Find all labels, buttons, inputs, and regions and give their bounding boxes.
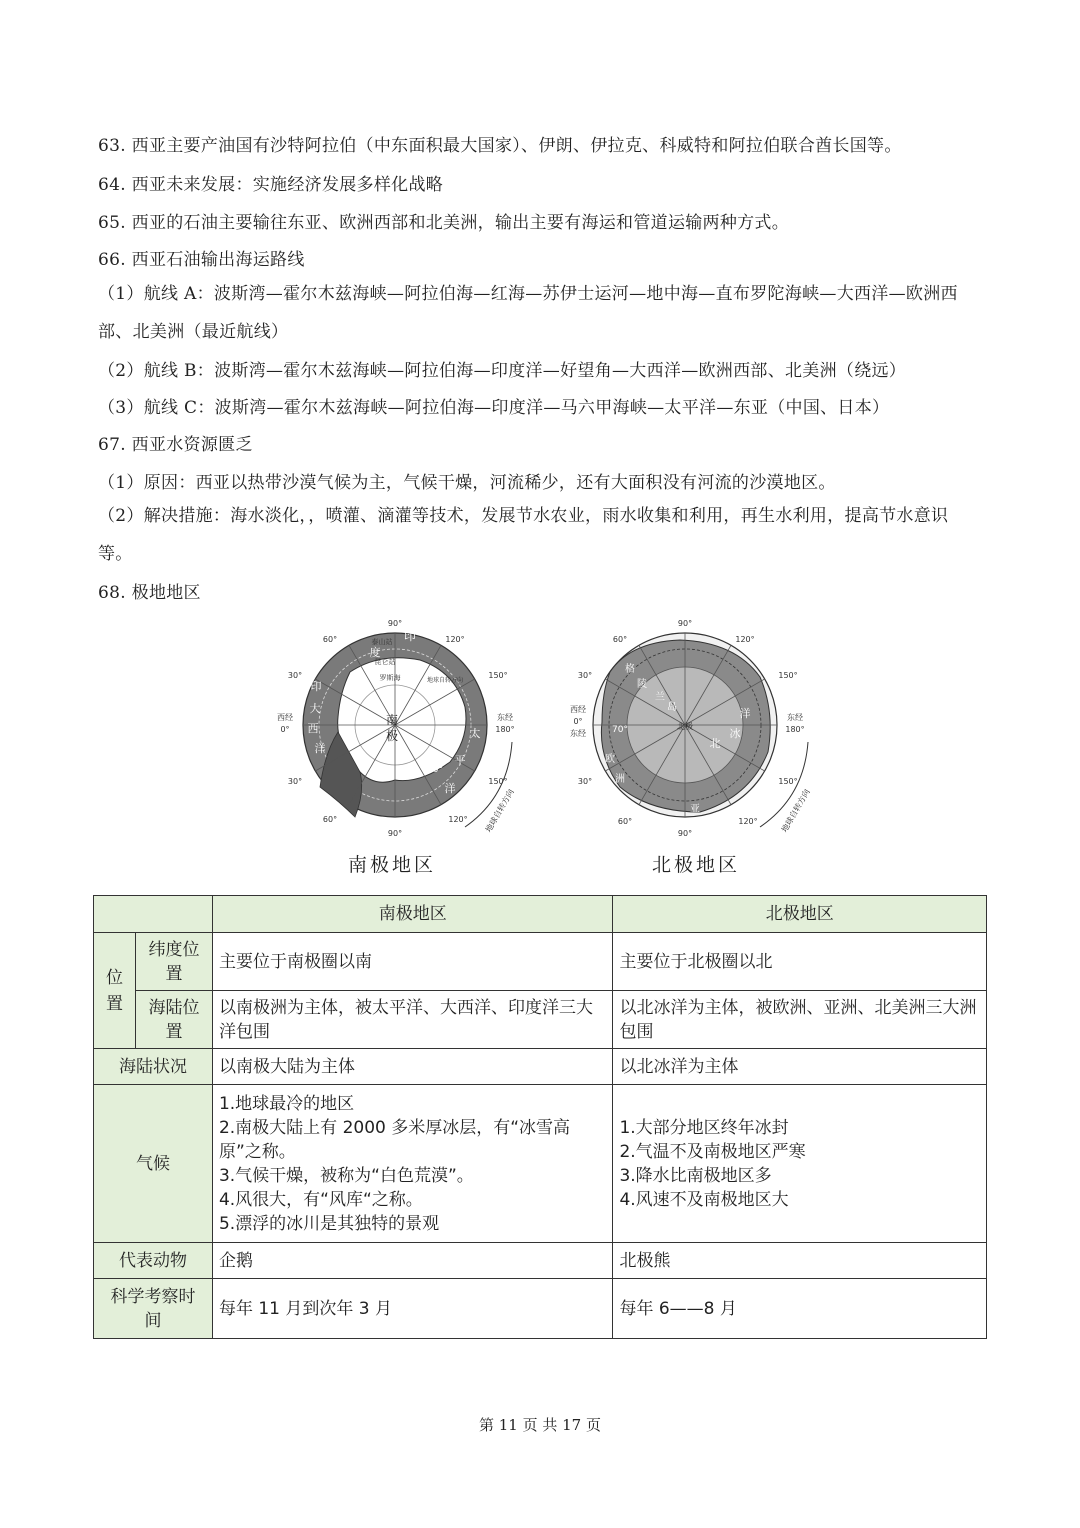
north-map-caption: 北极地区 [652, 854, 741, 876]
asia-char: 亚 [690, 804, 700, 815]
deg-label: 120° [448, 815, 468, 824]
climate-south-4: 4.风很大，有“风库“之称。 [218, 1189, 423, 1210]
item-66: 66. 西亚石油输出海运路线 [98, 250, 305, 270]
route-c: （3）航线 C：波斯湾—霍尔木兹海峡—阿拉伯海—印度洋—马六甲海峡—太平洋—东亚（中国、日本） [98, 398, 890, 418]
south-pole-char-1: 南 [385, 713, 399, 727]
deg-label: 0° [280, 725, 290, 734]
ocean-char: 太 [469, 727, 481, 740]
ocean-char: 大 [309, 702, 321, 715]
ocean-char: 北 [709, 737, 721, 750]
greenland-char: 陵 [637, 679, 647, 690]
expedition-time-north: 每年 6——8 月 [613, 1279, 987, 1339]
south-map-caption: 南极地区 [348, 854, 437, 876]
climate-north-2: 2.气温不及南极地区严寒 [619, 1141, 806, 1162]
page-footer: 第 11 页 共 17 页 [478, 1416, 601, 1434]
polar-maps [277, 612, 840, 882]
deg-label: 180° [495, 725, 515, 734]
land-sea-status-north: 以北冰洋为主体 [613, 1049, 987, 1085]
deg-label: 150° [488, 777, 508, 786]
deg-label: 120° [738, 817, 758, 826]
header-empty-cell [94, 896, 213, 933]
water-cause: （1）原因：西亚以热带沙漠气候为主，气候干燥，河流稀少，还有大面积没有河流的沙漠地区。 [98, 473, 836, 493]
europe-char: 洲 [615, 774, 625, 785]
ross-sea-label: 地球自转方向 [426, 677, 464, 684]
south-polar-map [277, 619, 516, 838]
taishan-station-label: 昆仑站 [374, 658, 396, 666]
expedition-time-south: 每年 11 月到次年 3 月 [212, 1279, 613, 1339]
deg-label: 30° [577, 671, 593, 680]
europe-char: 欧 [605, 754, 615, 765]
position-header [94, 933, 136, 1049]
deg-label: 30° [577, 777, 593, 786]
south-pole-char-2: 极 [385, 729, 399, 743]
deg-label: 150° [778, 671, 798, 680]
ocean-char: 洋 [444, 782, 456, 795]
rotation-label: 地球自转方向 [779, 787, 812, 834]
latitude-north: 主要位于北极圈以北 [613, 933, 987, 991]
land-sea-status-header: 海陆状况 [94, 1049, 213, 1085]
deg-label: 0° [573, 717, 583, 726]
item-65: 65. 西亚的石油主要输往东亚、欧洲西部和北美洲，输出主要有海运和管道运输两种方式。 [98, 213, 790, 233]
deg-label: 120° [445, 635, 465, 644]
deg-label: 30° [287, 671, 303, 680]
climate-north-3: 3.降水比南极地区多 [619, 1165, 772, 1186]
greenland-char: 格 [625, 664, 635, 675]
expedition-time-label: 科学考察时间 [110, 1286, 196, 1331]
expedition-time-header [94, 1279, 213, 1339]
climate-south-3: 3.气候干燥，被称为“白色荒漠”。 [218, 1165, 474, 1186]
south-70-label: 70° [427, 765, 443, 775]
latitude-header: 纬度位置 [135, 933, 212, 991]
polar-comparison-table [93, 895, 987, 1339]
sea-land-north: 以北冰洋为主体，被欧洲、亚洲、北美洲三大洲包围 [613, 991, 987, 1049]
deg-label: 120° [735, 635, 755, 644]
climate-north-1: 1.大部分地区终年冰封 [619, 1117, 789, 1138]
deg-label: 90° [677, 829, 693, 838]
ocean-char: 洋 [739, 707, 751, 720]
header-north: 北极地区 [613, 896, 987, 933]
animal-south: 企鹅 [212, 1243, 613, 1279]
deg-label: 90° [677, 619, 693, 628]
deg-label: 150° [488, 671, 508, 680]
climate-south [212, 1085, 613, 1243]
position-label: 位置 [105, 967, 123, 1014]
ocean-char: 印 [310, 680, 322, 693]
climate-north [613, 1085, 987, 1243]
deg-label: 西经 [570, 705, 586, 714]
north-70-label: 70° [612, 725, 628, 735]
ocean-char: 度 [369, 646, 381, 659]
deg-label: 90° [387, 829, 403, 838]
climate-header: 气候 [94, 1085, 213, 1243]
deg-label: 东经 [497, 713, 513, 722]
deg-label: 西经 [277, 713, 293, 722]
animal-north: 北极熊 [613, 1243, 987, 1279]
greenland-char: 兰 [655, 692, 665, 703]
water-measures: （2）解决措施：海水淡化，，喷灌、滴灌等技术，发展节水农业，雨水收集和利用，再生水利用，提高节水意识等。 [98, 506, 949, 564]
route-a: （1）航线 A：波斯湾—霍尔木兹海峡—阿拉伯海—红海—苏伊士运河—地中海—直布罗陀海峡—大西洋—欧洲西部、北美洲（最近航线） [98, 284, 958, 342]
deg-label: 60° [617, 817, 633, 826]
greenland-char: 岛 [667, 702, 677, 713]
zhongshan-station-label: 泰山站 [371, 638, 393, 646]
latitude-south: 主要位于南极圈以南 [212, 933, 613, 991]
deg-label: 90° [387, 619, 403, 628]
sea-land-header: 海陆位置 [135, 991, 212, 1049]
item-67: 67. 西亚水资源匮乏 [98, 435, 253, 455]
animal-header: 代表动物 [94, 1243, 213, 1279]
deg-label: 180° [785, 725, 805, 734]
ocean-char: 洋 [314, 742, 326, 755]
climate-south-5: 5.漂浮的冰川是其独特的景观 [218, 1213, 440, 1234]
header-south: 南极地区 [212, 896, 613, 933]
kunlun-station-label: 罗斯海 [379, 674, 401, 682]
deg-label: 东经 [570, 729, 586, 738]
route-b: （2）航线 B：波斯湾—霍尔木兹海峡—阿拉伯海—印度洋—好望角—大西洋—欧洲西部、北美洲（绕远） [98, 361, 907, 381]
land-sea-status-south: 以南极大陆为主体 [212, 1049, 613, 1085]
deg-label: 60° [322, 635, 338, 644]
item-68: 68. 极地地区 [98, 583, 201, 603]
climate-north-4: 4.风速不及南极地区大 [619, 1189, 789, 1210]
deg-label: 东经 [787, 713, 803, 722]
north-pole-label: 北极 [677, 722, 693, 731]
north-polar-map [570, 619, 812, 838]
sea-land-south: 以南极洲为主体，被太平洋、大西洋、印度洋三大洋包围 [212, 991, 613, 1049]
deg-label: 60° [322, 815, 338, 824]
ocean-char: 冰 [729, 727, 741, 740]
deg-label: 30° [287, 777, 303, 786]
item-63: 63. 西亚主要产油国有沙特阿拉伯（中东面积最大国家）、伊朗、伊拉克、科威特和阿拉伯联合酋长国等。 [98, 136, 902, 156]
rotation-label: 地球自转方向 [483, 787, 516, 834]
ocean-char: 平 [454, 754, 466, 767]
climate-south-1: 1.地球最冷的地区 [218, 1093, 355, 1114]
deg-label: 150° [778, 777, 798, 786]
item-64: 64. 西亚未来发展：实施经济发展多样化战略 [98, 175, 444, 195]
ocean-char: 印 [403, 629, 417, 643]
deg-label: 60° [612, 635, 628, 644]
ocean-char: 西 [307, 722, 319, 735]
climate-south-2: 2.南极大陆上有 2000 多米厚冰层，有“冰雪高原”之称。 [218, 1117, 571, 1162]
